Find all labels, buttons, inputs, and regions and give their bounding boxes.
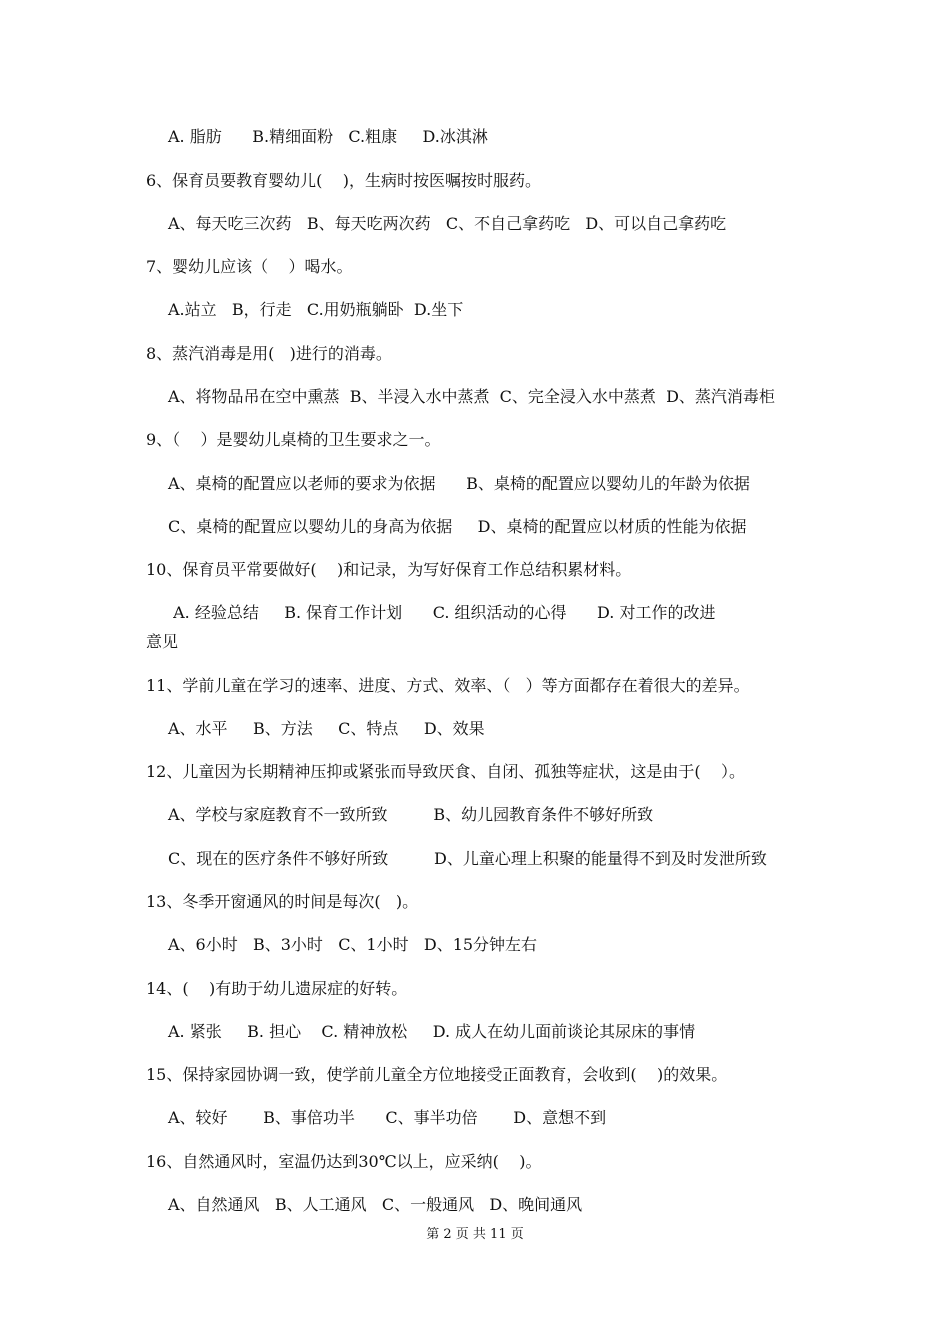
question-15: 15、保持家园协调一致，使学前儿童全方位地接受正面教育，会收到( )的效果。 (146, 1065, 728, 1084)
question-8: 8、蒸汽消毒是用( )进行的消毒。 (146, 344, 392, 363)
q10-options: A. 经验总结 B. 保育工作计划 C. 组织活动的心得 D. 对工作的改进 (168, 603, 716, 622)
q16-options: A、自然通风 B、人工通风 C、一般通风 D、晚间通风 (168, 1195, 583, 1214)
q13-options: A、6小时 B、3小时 C、1小时 D、15分钟左右 (168, 935, 538, 954)
question-9: 9、（ ）是婴幼儿桌椅的卫生要求之一。 (146, 430, 441, 449)
q14-options: A. 紧张 B. 担心 C. 精神放松 D. 成人在幼儿面前谈论其尿床的事情 (168, 1022, 696, 1041)
q15-options: A、较好 B、事倍功半 C、事半功倍 D、意想不到 (168, 1108, 607, 1127)
question-14: 14、( )有助于幼儿遗尿症的好转。 (146, 979, 408, 998)
q9-options-ab: A、桌椅的配置应以老师的要求为依据 B、桌椅的配置应以婴幼儿的年龄为依据 (168, 474, 750, 493)
page-footer: 第 2 页 共 11 页 (426, 1227, 524, 1242)
q9-options-cd: C、桌椅的配置应以婴幼儿的身高为依据 D、桌椅的配置应以材质的性能为依据 (168, 517, 747, 536)
q7-options: A.站立 B，行走 C.用奶瓶躺卧 D.坐下 (168, 300, 464, 319)
q6-options: A、每天吃三次药 B、每天吃两次药 C、不自己拿药吃 D、可以自己拿药吃 (168, 214, 727, 233)
q12-options-cd: C、现在的医疗条件不够好所致 D、儿童心理上积聚的能量得不到及时发泄所致 (168, 849, 767, 868)
q11-options: A、水平 B、方法 C、特点 D、效果 (168, 719, 485, 738)
question-12: 12、儿童因为长期精神压抑或紧张而导致厌食、自闭、孤独等症状，这是由于( ）。 (146, 762, 745, 781)
q8-options: A、将物品吊在空中熏蒸 B、半浸入水中蒸煮 C、完全浸入水中蒸煮 D、蒸汽消毒柜 (168, 387, 775, 406)
question-13: 13、冬季开窗通风的时间是每次( )。 (146, 892, 419, 911)
question-16: 16、自然通风时，室温仍达到30℃以上，应采纳( )。 (146, 1152, 542, 1171)
q10-options-continued: 意见 (146, 632, 179, 651)
question-7: 7、婴幼儿应该（ ）喝水。 (146, 257, 353, 276)
question-10: 10、保育员平常要做好( )和记录，为写好保育工作总结积累材料。 (146, 560, 632, 579)
q12-options-ab: A、学校与家庭教育不一致所致 B、幼儿园教育条件不够好所致 (168, 805, 654, 824)
q5-options: A. 脂肪 B.精细面粉 C.粗康 D.冰淇淋 (168, 127, 488, 146)
question-6: 6、保育员要教育婴幼儿( )，生病时按医嘱按时服药。 (146, 171, 542, 190)
question-11: 11、学前儿童在学习的速率、进度、方式、效率、（ ）等方面都存在着很大的差异。 (146, 676, 750, 695)
